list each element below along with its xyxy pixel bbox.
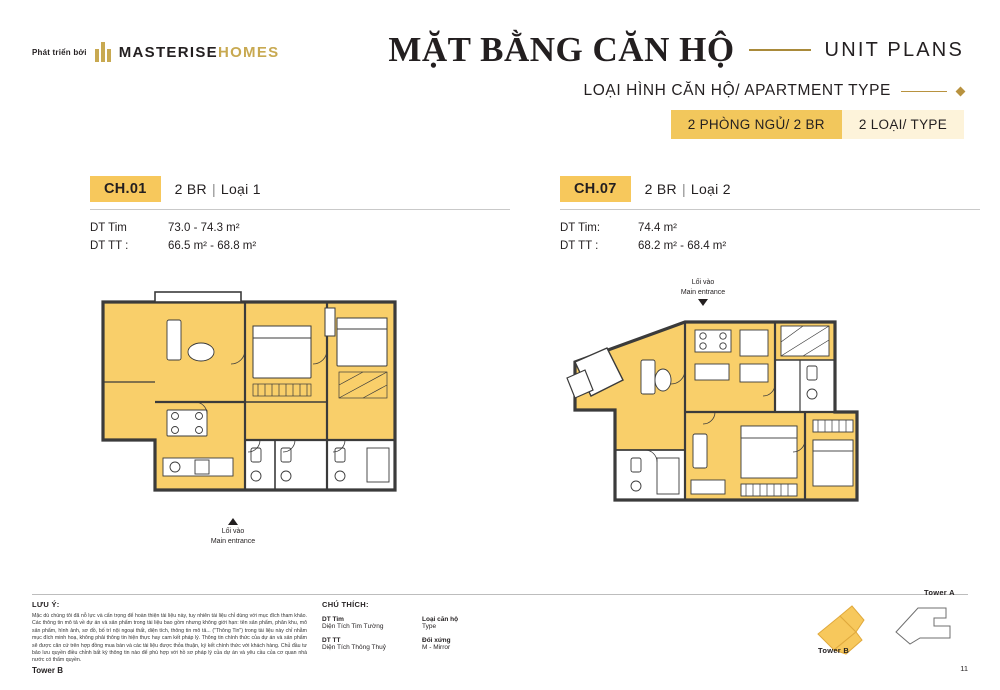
- unit-code: CH.01: [90, 176, 161, 202]
- spec-label: DT TT :: [90, 240, 129, 252]
- spec-value: 73.0 - 74.3 m²: [168, 222, 240, 234]
- entrance-label-en: Main entrance: [680, 288, 726, 296]
- legend-key-abbr: DT Tim: [322, 616, 344, 623]
- note-title: LƯU Ý:: [32, 600, 60, 609]
- page-number: 11: [960, 664, 968, 673]
- unit-type: Loại 1: [220, 181, 261, 197]
- floorplan-ch01-drawing: [95, 290, 415, 515]
- chip-types: 2 LOẠI/ TYPE: [842, 110, 964, 139]
- spec-value: 66.5 m² - 68.8 m²: [168, 240, 257, 252]
- legend-grid: [322, 616, 622, 651]
- unit-br: 2 BR: [174, 181, 207, 197]
- legend-value-abbr: Loại căn hộ: [422, 616, 459, 623]
- brand-name-part1: MASTERISE: [118, 43, 218, 61]
- unit-divider: [90, 209, 510, 210]
- unit-code: CH.07: [560, 176, 631, 202]
- title-divider: [749, 49, 811, 51]
- page-subtitle: UNIT PLANS: [824, 38, 964, 61]
- unit-header: [90, 176, 510, 202]
- legend-value: [422, 637, 622, 651]
- footer-tower-name: Tower B: [32, 666, 63, 675]
- entrance-marker: [670, 278, 736, 306]
- legend-value: [422, 616, 622, 630]
- brand-name: [119, 44, 280, 61]
- unit-br: 2 BR: [644, 181, 677, 197]
- legend-key: [322, 637, 422, 651]
- type-dash: [901, 91, 947, 92]
- type-chips: [324, 110, 964, 139]
- entrance-label-vi: Lối vào: [221, 528, 245, 535]
- spec-label: DT Tim:: [560, 222, 601, 234]
- tower-b-label: Tower B: [818, 646, 850, 655]
- legend-block: [322, 600, 622, 651]
- legend-value-full: Type: [422, 623, 437, 630]
- unit-block-ch07: [560, 176, 980, 255]
- legend-key-full: Diện Tích Thông Thuỷ: [322, 644, 386, 651]
- floorplan-ch07-drawing: [545, 300, 875, 530]
- unit-meta: 2 BR | Loại 2: [644, 181, 731, 197]
- note-block: [32, 600, 307, 665]
- diamond-icon: [956, 86, 966, 96]
- spec-value: 74.4 m²: [638, 222, 677, 234]
- header-block: [324, 30, 964, 139]
- entrance-arrow-icon: [698, 299, 708, 306]
- entrance-label-vi: Lối vào: [691, 279, 715, 286]
- entrance-arrow-icon: [228, 518, 238, 525]
- floorplan-ch01: [95, 290, 415, 545]
- tower-a-shape: [896, 608, 950, 644]
- legend-key-abbr: DT TT: [322, 637, 341, 644]
- spec-value: 68.2 m² - 68.4 m²: [638, 240, 727, 252]
- floorplan-ch07: [545, 279, 875, 530]
- unit-header: [560, 176, 980, 202]
- spec-label: DT Tim: [90, 222, 127, 234]
- unit-specs: [560, 219, 980, 255]
- brand-pretext: Phát triển bởi: [32, 47, 87, 57]
- spec-label: DT TT :: [560, 240, 599, 252]
- entrance-marker: [203, 518, 263, 546]
- chip-bedrooms: 2 PHÒNG NGỦ/ 2 BR: [671, 110, 842, 139]
- tower-a-label: Tower A: [924, 588, 955, 597]
- legend-key: [322, 616, 422, 630]
- apartment-type-line: [324, 82, 964, 100]
- brand-name-part2: HOMES: [217, 43, 280, 61]
- unit-divider: [560, 209, 980, 210]
- unit-meta: 2 BR | Loại 1: [174, 181, 261, 197]
- unit-block-ch01: [90, 176, 510, 255]
- legend-value-abbr: Đối xứng: [422, 637, 451, 644]
- legend-value-full: M - Mirror: [422, 644, 451, 651]
- note-body: Mặc dù chúng tôi đã nỗ lực và cẩn trọng để hoàn thiện tài liệu này, tuy nhiên tài liệu chỉ dùng với mục đích tham khảo. Các thông tin mô tả về dự án và sản phẩm trong tài liệu bao gồm nhưng không giới hạn: tên sản phẩm, phân khu, mô sản phẩm, hình ảnh, sơ đồ, bố trí nội ngoại thất, diện tích, thông tin mô tả... ("Thông Tin") trong tài liệu này chỉ nhằm mục đích minh hoạ, không phải thông tin hiện thực hay cam kết pháp lý. Thông tin chính thức của dự án và sản phẩm sẽ được căn cứ trên hợp đồng mua bán và các tài liệu được thỏa thuận, ký kết chính thức với khách hàng. Chủ đầu tư bảo lưu quyền điều chỉnh bất kỳ thông tin nào để phù hợp với hồ sơ pháp lý của dự án và yêu cầu của cơ quan nhà nước có thẩm quyền.: [32, 613, 307, 664]
- entrance-label-en: Main entrance: [210, 537, 256, 545]
- legend-title: CHÚ THÍCH:: [322, 600, 369, 609]
- page-title: MẶT BẰNG CĂN HỘ: [388, 30, 735, 69]
- title-line: [324, 30, 964, 70]
- legend-key-full: Diện Tích Tim Tường: [322, 623, 384, 630]
- unit-type: Loại 2: [690, 181, 731, 197]
- brand-logo: [32, 42, 279, 62]
- unit-specs: [90, 219, 510, 255]
- masterise-pillars-icon: [95, 42, 111, 62]
- apartment-type-label: LOẠI HÌNH CĂN HỘ/ APARTMENT TYPE: [583, 82, 891, 99]
